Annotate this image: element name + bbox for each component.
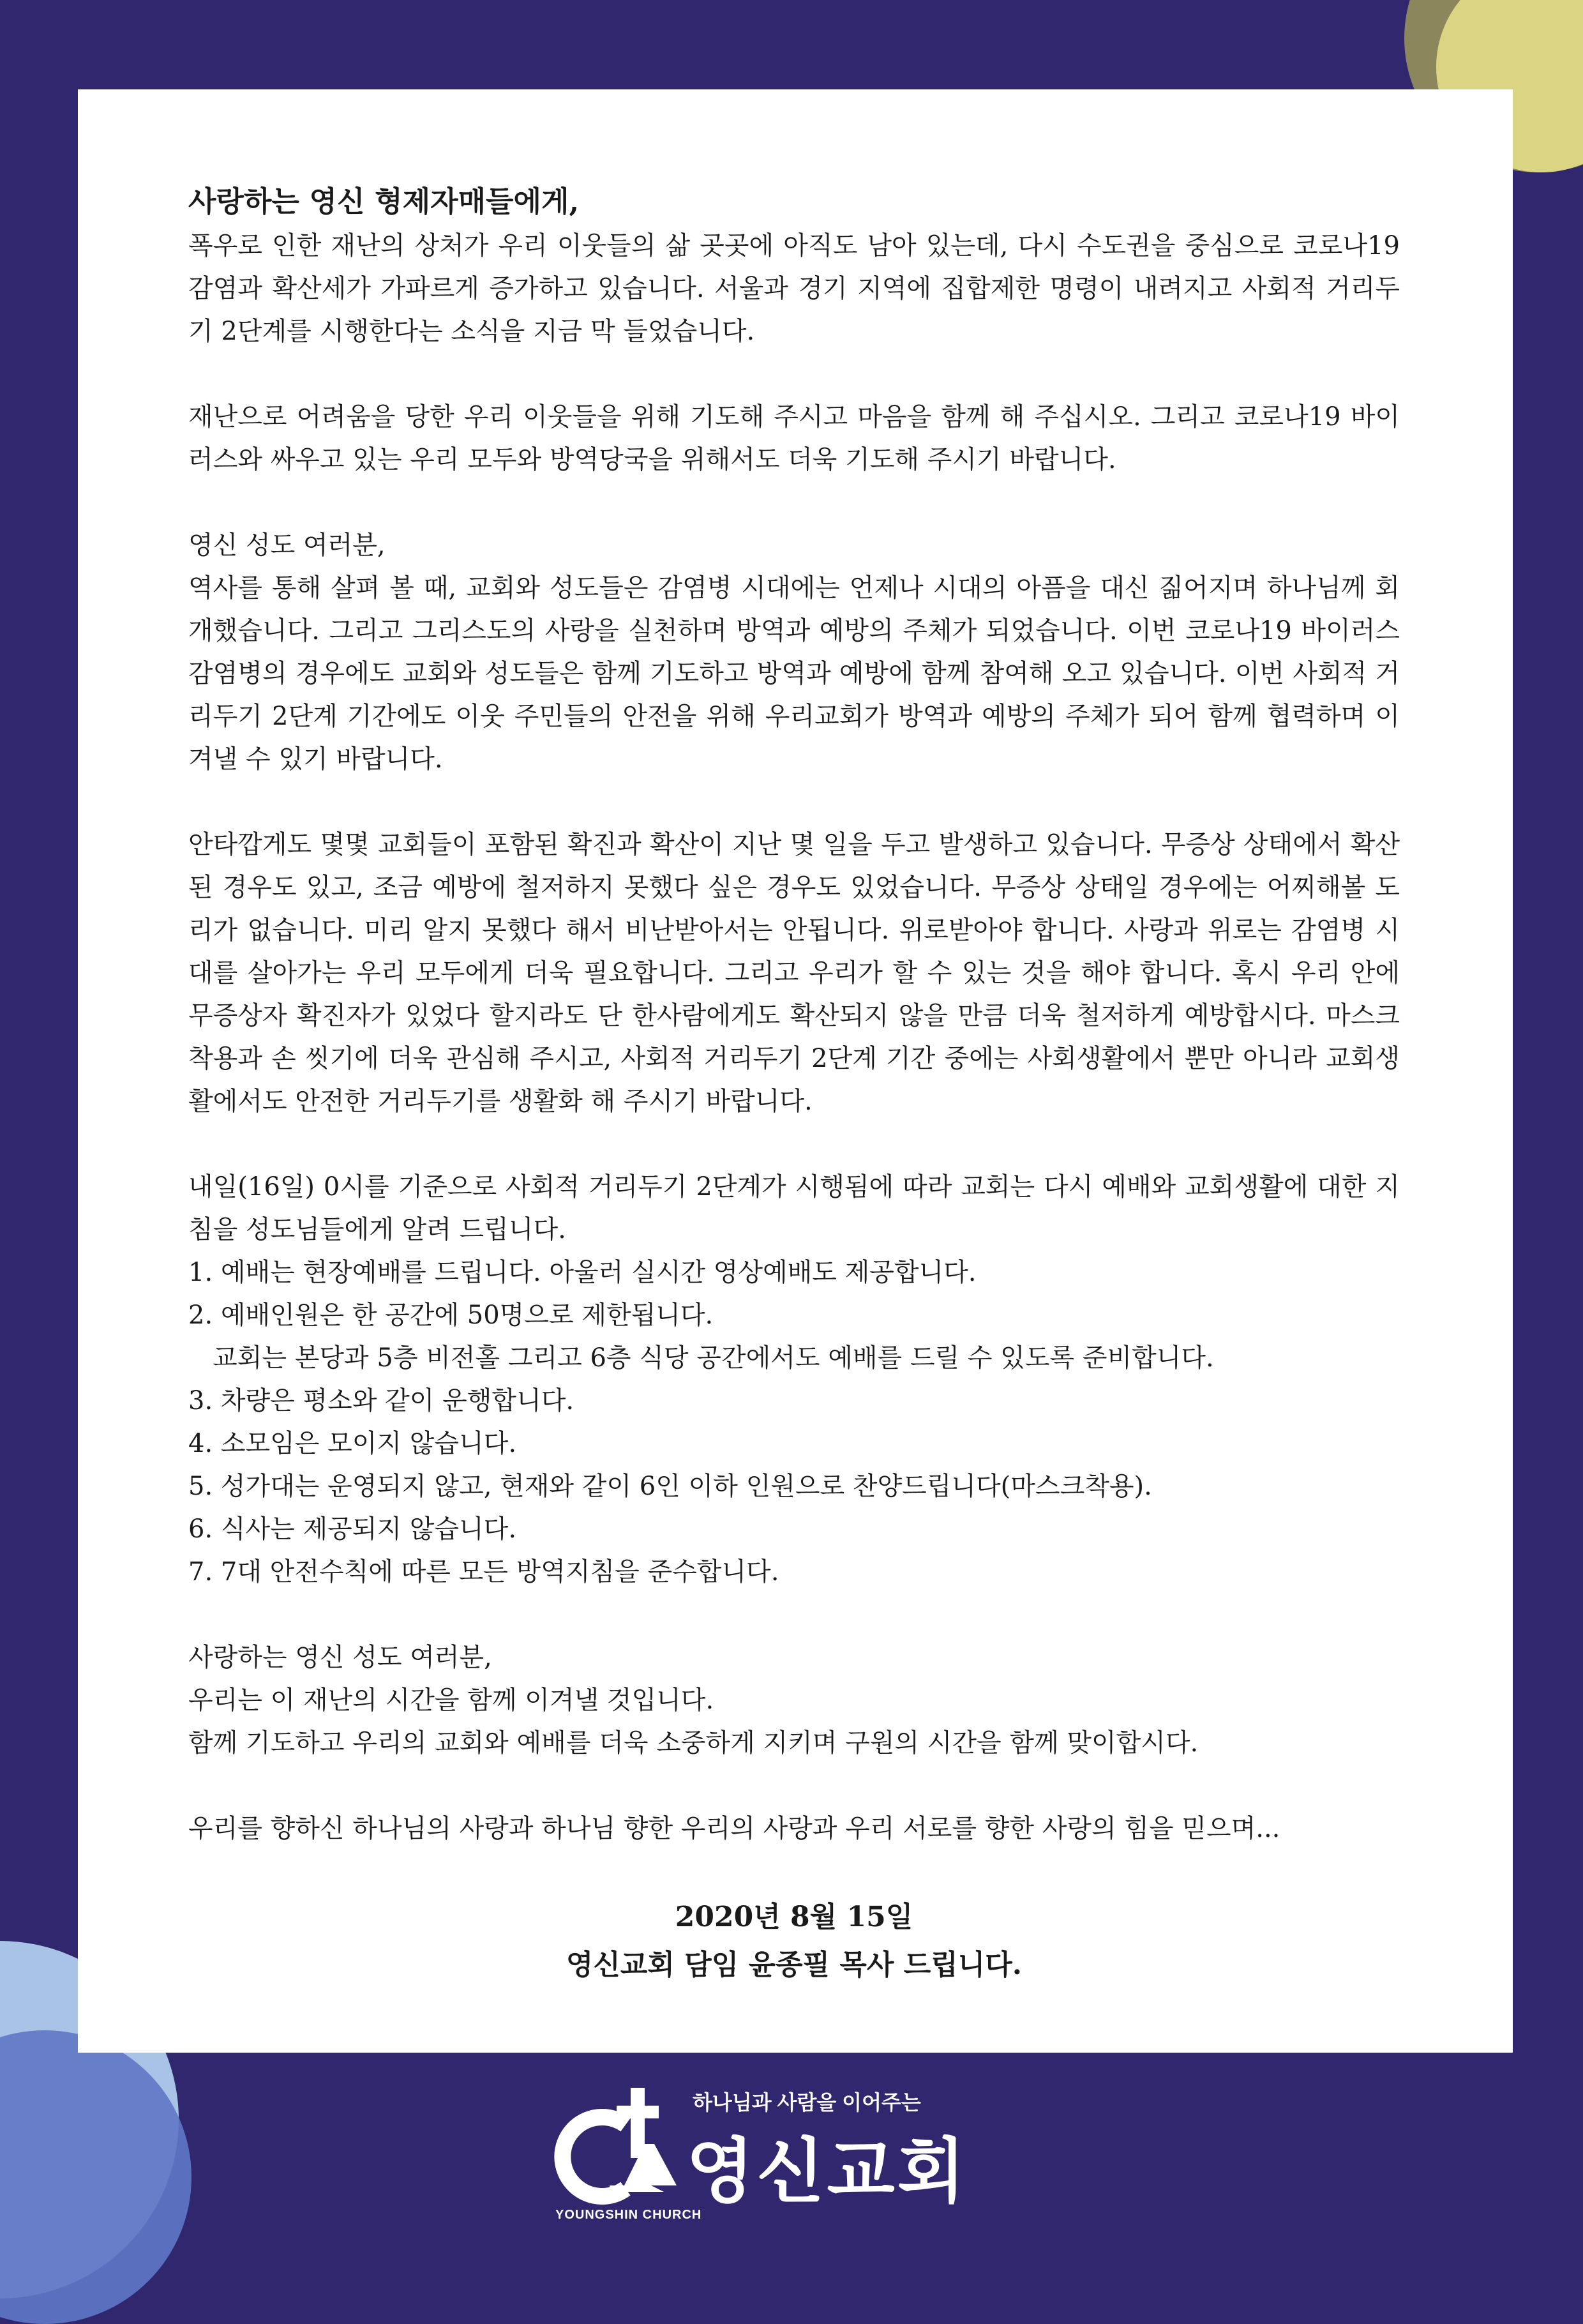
guideline-item: 4. 소모임은 모이지 않습니다. [188, 1429, 517, 1458]
letter-body [188, 179, 1400, 1989]
letter-signature: 영신교회 담임 윤종필 목사 드립니다. [566, 1949, 1023, 1981]
church-name: 영신교회 [686, 2132, 968, 2211]
closing-line: 우리는 이 재난의 시간을 함께 이겨낼 것입니다. [188, 1686, 714, 1715]
final-paragraph: 우리를 향하신 하나님의 사랑과 하나님 향한 우리의 사랑과 우리 서로를 향한 사랑의 힘을 믿으며... [188, 1814, 1280, 1843]
letter-date: 2020년 8월 15일 [675, 1901, 913, 1933]
paragraph-flood-covid: 폭우로 인한 재난의 상처가 우리 이웃들의 삶 곳곳에 아직도 남아 있는데, 다시 수도권을 중심으로 코로나19 감염과 확산세가 가파르게 증가하고 있습니다. 서울과 경기 지역에 집합제한 명령이 내려지고 사회적 거리두기 2단계를 시행한다는 소식을 지금 막 들었습니다. [188, 231, 1400, 346]
church-footer-logo [549, 2061, 1034, 2227]
guideline-item: 7. 7대 안전수칙에 따른 모든 방역지침을 준수합니다. [188, 1557, 779, 1587]
closing-block [188, 1636, 1400, 1765]
paragraph-history: 역사를 통해 살펴 볼 때, 교회와 성도들은 감염병 시대에는 언제나 시대의 아픔을 대신 짊어지며 하나님께 회개했습니다. 그리고 그리스도의 사랑을 실천하며 방역과 예방의 주체가 되었습니다. 이번 코로나19 바이러스 감염병의 경우에도 교회와 성도들은 함께 기도하고 방역과 예방에 함께 참여해 오고 있습니다. 이번 사회적 거리두기 2단계 기간에도 이웃 주민들의 안전을 위해 우리교회가 방역과 예방의 주체가 되어 함께 협력하며 이겨낼 수 있기 바랍니다. [188, 573, 1400, 774]
closing-line: 함께 기도하고 우리의 교회와 예배를 더욱 소중하게 지키며 구원의 시간을 함께 맞이합시다. [188, 1728, 1199, 1758]
paragraph-guideline-intro: 내일(16일) 0시를 기준으로 사회적 거리두기 2단계가 시행됨에 따라 교회는 다시 예배와 교회생활에 대한 지침을 성도님들에게 알려 드립니다. [188, 1172, 1400, 1244]
guideline-item: 3. 차량은 평소와 같이 운행합니다. [188, 1386, 574, 1415]
paragraph-confirmed-cases: 안타깝게도 몇몇 교회들이 포함된 확진과 확산이 지난 몇 일을 두고 발생하고 있습니다. 무증상 상태에서 확산된 경우도 있고, 조금 예방에 철저하지 못했다 싶은 경우도 있었습니다. 무증상 상태일 경우에는 어찌해볼 도리가 없습니다. 미리 알지 못했다 해서 비난받아서는 안됩니다. 위로받아야 합니다. 사랑과 위로는 감염병 시대를 살아가는 우리 모두에게 더욱 필요합니다. 그리고 우리가 할 수 있는 것을 해야 합니다. 혹시 우리 안에 무증상자 확진자가 있었다 할지라도 단 한사람에게도 확산되지 않을 만큼 더욱 철저하게 예방합시다. 마스크 착용과 손 씻기에 더욱 관심해 주시고, 사회적 거리두기 2단계 기간 중에는 사회생활에서 뿐만 아니라 교회생활에서도 안전한 거리두기를 생활화 해 주시기 바랍니다. [188, 830, 1400, 1116]
church-tagline: 하나님과 사람을 이어주는 [693, 2091, 921, 2114]
letter-greeting: 사랑하는 영신 형제자매들에게, [188, 185, 580, 218]
guideline-list [188, 1251, 1400, 1594]
closing-line: 사랑하는 영신 성도 여러분, [188, 1643, 492, 1672]
guideline-item: 1. 예배는 현장예배를 드립니다. 아울러 실시간 영상예배도 제공합니다. [188, 1258, 977, 1287]
paragraph-prayer-request: 재난으로 어려움을 당한 우리 이웃들을 위해 기도해 주시고 마음을 함께 해 주십시오. 그리고 코로나19 바이러스와 싸우고 있는 우리 모두와 방역당국을 위해서도 더욱 기도해 주시기 바랍니다. [188, 402, 1400, 474]
letter-paper [78, 89, 1513, 2053]
guideline-item: 6. 식사는 제공되지 않습니다. [188, 1514, 517, 1544]
church-cross-logo-icon [549, 2080, 683, 2208]
guideline-item: 2. 예배인원은 한 공간에 50명으로 제한됩니다. [188, 1301, 714, 1330]
church-name-english: YOUNGSHIN CHURCH [555, 2208, 702, 2222]
signoff [188, 1893, 1400, 1989]
guideline-item: 교회는 본당과 5층 비전홀 그리고 6층 식당 공간에서도 예배를 드릴 수 있도록 준비합니다. [188, 1343, 1214, 1373]
guideline-item: 5. 성가대는 운영되지 않고, 현재와 같이 6인 이하 인원으로 찬양드립니다(마스크착용). [188, 1472, 1152, 1501]
address-saints: 영신 성도 여러분, [188, 531, 386, 560]
